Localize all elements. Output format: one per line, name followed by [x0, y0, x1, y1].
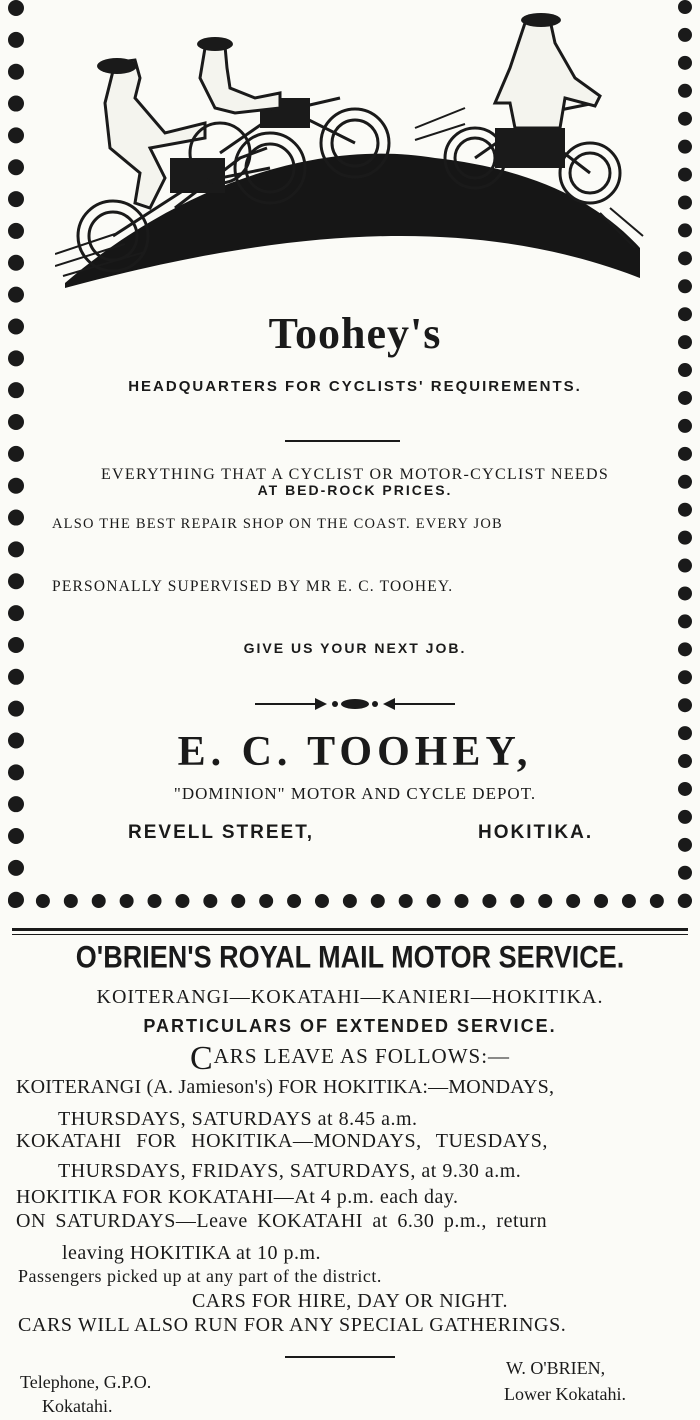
schedule-line-4: THURSDAYS, FRIDAYS, SATURDAYS, at 9.30 a.m. — [58, 1160, 522, 1182]
schedule-line-8: Passengers picked up at any part of the district. — [18, 1266, 382, 1286]
ad-body-line-2: AT BED-ROCK PRICES. — [257, 482, 453, 498]
depot-name: "DOMINION" MOTOR AND CYCLE DEPOT. — [173, 784, 537, 803]
street-address: REVELL STREET, — [128, 822, 315, 843]
town-name: HOKITIKA. — [478, 822, 594, 843]
headline: HEADQUARTERS FOR CYCLISTS' REQUIREMENTS. — [128, 378, 582, 395]
ad-body-line-1: EVERYTHING THAT A CYCLIST OR MOTOR-CYCLIST NEEDS — [100, 466, 610, 483]
schedule-line-1: KOITERANGI (A. Jamieson's) FOR HOKITIKA:—MONDAYS, — [16, 1076, 555, 1098]
telephone-place: Kokatahi. — [42, 1396, 113, 1416]
ornamental-divider — [255, 694, 455, 714]
schedule-line-2: THURSDAYS, SATURDAYS at 8.45 a.m. — [58, 1108, 418, 1130]
divider-rule — [285, 440, 400, 442]
ad-body-line-5: GIVE US YOUR NEXT JOB. — [243, 640, 467, 656]
schedule-line-6: ON SATURDAYS—Leave KOKATAHI at 6.30 p.m., return — [16, 1210, 548, 1232]
brand-title: Toohey's — [268, 309, 442, 358]
cars-leave-heading — [20, 1040, 680, 1078]
ad-body-line-4: PERSONALLY SUPERVISED BY MR E. C. TOOHEY. — [52, 578, 454, 595]
ad-body-line-3: ALSO THE BEST REPAIR SHOP ON THE COAST. EVERY JOB — [52, 516, 503, 532]
telephone-label: Telephone, G.P.O. — [20, 1372, 152, 1392]
drop-cap: C — [189, 1040, 214, 1077]
motorcyclists-illustration — [55, 8, 645, 288]
schedule-line-7: leaving HOKITIKA at 10 p.m. — [62, 1242, 322, 1264]
route-line: KOITERANGI—KOKATAHI—KANIERI—HOKITIKA. — [96, 986, 604, 1008]
particulars-heading: PARTICULARS OF EXTENDED SERVICE. — [143, 1016, 557, 1036]
for-hire-line: CARS FOR HIRE, DAY OR NIGHT. — [191, 1290, 509, 1312]
section-double-rule — [12, 928, 688, 935]
cars-leave-text: ARS LEAVE AS FOLLOWS:— — [213, 1044, 511, 1068]
schedule-line-5: HOKITIKA FOR KOKATAHI—At 4 p.m. each day. — [16, 1186, 459, 1208]
proprietor-place: Lower Kokatahi. — [504, 1384, 626, 1404]
service-title: O'BRIEN'S ROYAL MAIL MOTOR SERVICE. — [75, 939, 625, 975]
proprietor-signature: W. O'BRIEN, — [506, 1358, 606, 1378]
proprietor-name: E. C. TOOHEY, — [177, 729, 533, 775]
schedule-line-3: KOKATAHI FOR HOKITIKA—MONDAYS, TUESDAYS, — [16, 1130, 548, 1152]
special-gatherings-line: CARS WILL ALSO RUN FOR ANY SPECIAL GATHERINGS. — [18, 1314, 567, 1336]
footer-divider-rule — [285, 1356, 395, 1358]
